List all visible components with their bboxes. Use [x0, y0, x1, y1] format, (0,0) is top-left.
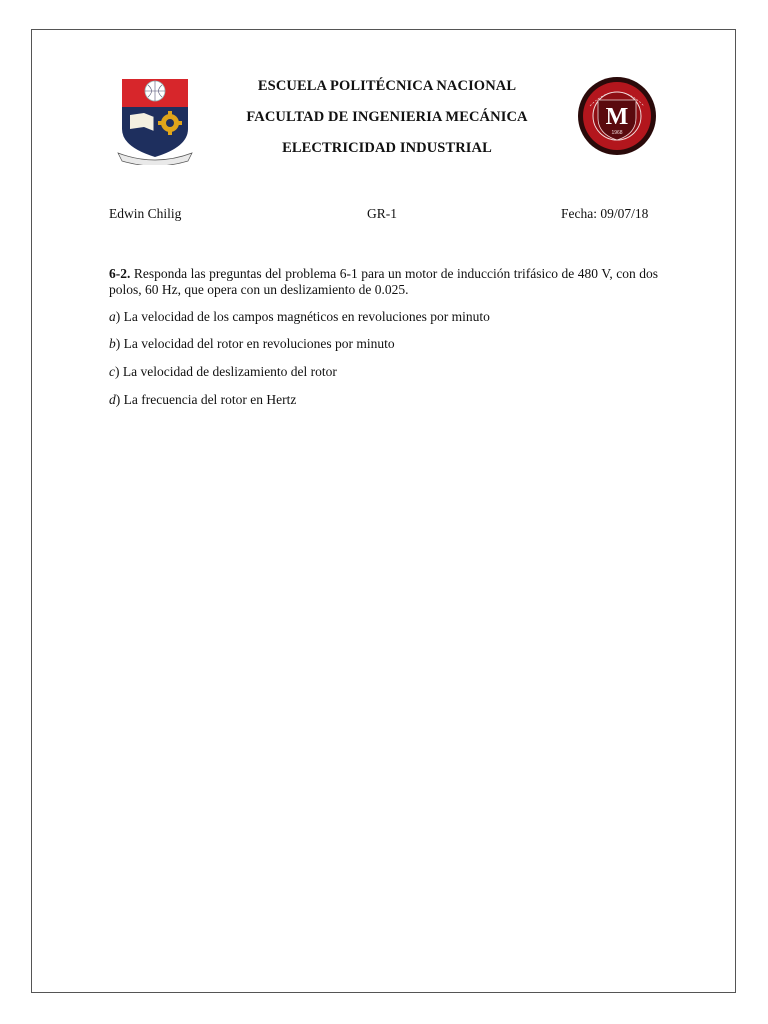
- problem-text: Responda las preguntas del problema 6-1 para un motor de inducción trifásico de 480 V, con dos polos, 60 Hz, que opera con un deslizamiento de 0.025.: [109, 266, 658, 297]
- item-text: La velocidad del rotor en revoluciones por minuto: [123, 336, 395, 351]
- mechanical-engineering-seal-logo: [576, 76, 658, 156]
- course-name: ELECTRICIDAD INDUSTRIAL: [282, 140, 492, 156]
- svg-text:M: M: [605, 104, 629, 130]
- question-item-d: d) La frecuencia del rotor en Hertz: [109, 392, 297, 407]
- epn-crest-logo: [116, 77, 194, 165]
- problem-number: 6-2.: [109, 266, 131, 281]
- school-name: ESCUELA POLITÉCNICA NACIONAL: [257, 78, 517, 94]
- svg-text:1968: 1968: [611, 130, 623, 136]
- page-border: [31, 29, 736, 993]
- faculty-name: FACULTAD DE INGENIERIA MECÁNICA: [246, 109, 528, 125]
- item-text: La velocidad de deslizamiento del rotor: [122, 364, 337, 379]
- item-letter: a: [109, 309, 116, 324]
- student-name: Edwin Chilig: [109, 206, 182, 221]
- item-text: La frecuencia del rotor en Hertz: [123, 392, 297, 407]
- item-text: La velocidad de los campos magnéticos en revoluciones por minuto: [123, 309, 490, 324]
- question-item-b: b) La velocidad del rotor en revoluciones por minuto: [109, 336, 395, 351]
- item-letter: c: [109, 364, 115, 379]
- problem-statement: [109, 266, 658, 298]
- question-item-a: a) La velocidad de los campos magnéticos en revoluciones por minuto: [109, 309, 490, 324]
- question-item-c: c) La velocidad de deslizamiento del rotor: [109, 364, 337, 379]
- date-label: Fecha: 09/07/18: [561, 206, 649, 221]
- item-letter: b: [109, 336, 116, 351]
- group-label: GR-1: [367, 206, 397, 221]
- item-letter: d: [109, 392, 116, 407]
